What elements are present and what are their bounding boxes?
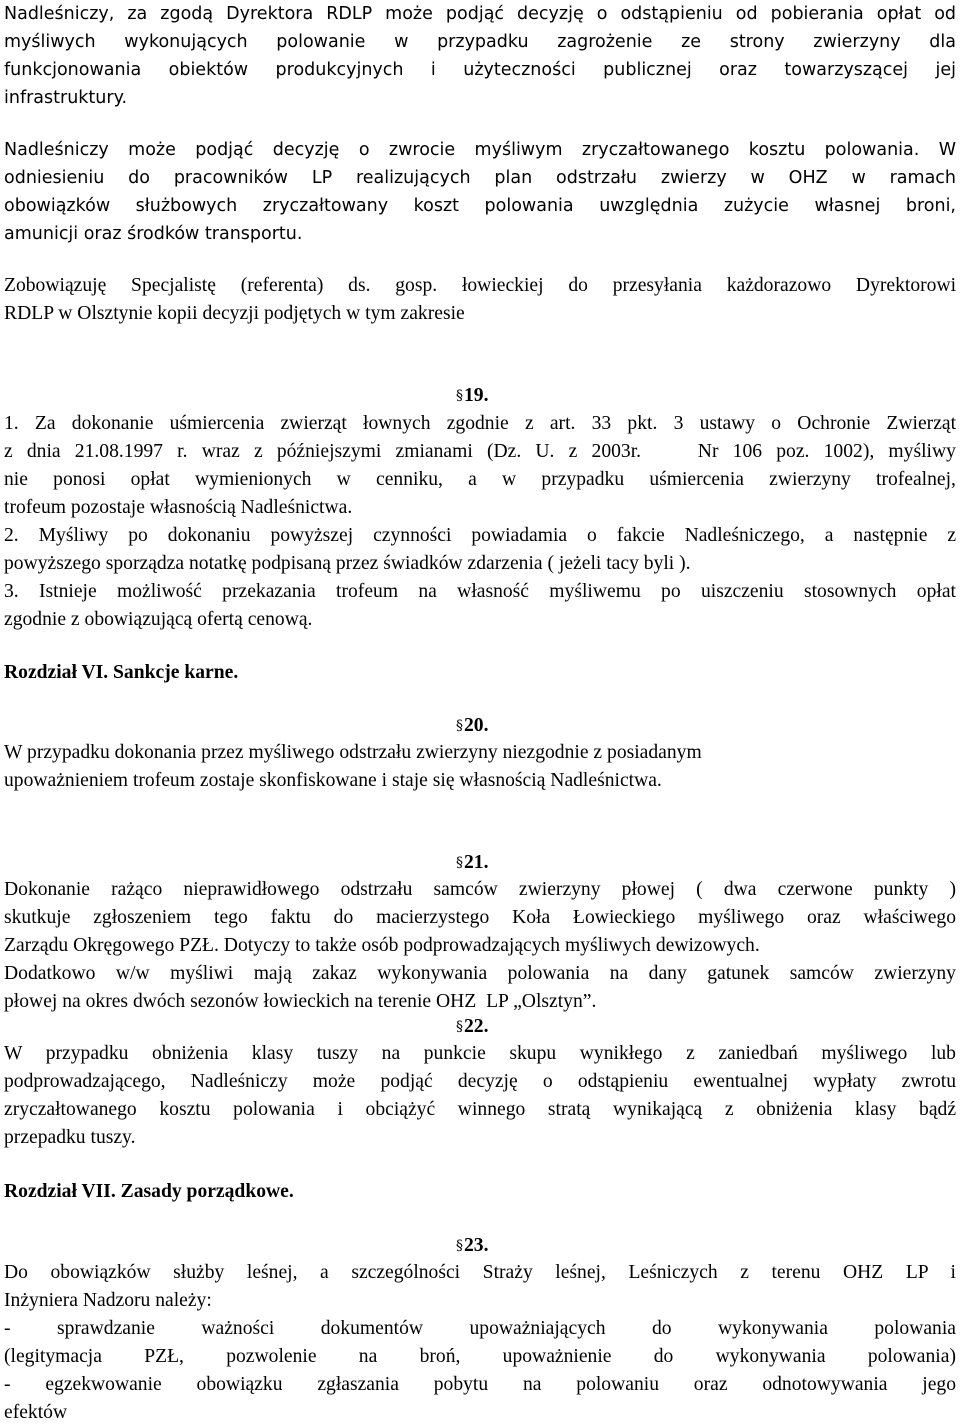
text-line: upoważnieniem trofeum zostaje skonfiskowane i staje się własnością Nadleśnictwa. xyxy=(4,770,662,791)
text-line: zgodnie z obowiązującą ofertą cenową. xyxy=(4,609,313,630)
section-23-body xyxy=(4,1259,956,1427)
text-line: RDLP w Olsztynie kopii decyzji podjętych w tym zakresie xyxy=(4,303,465,324)
text-line: Zobowiązuję Specjalistę (referenta) ds. gosp. łowieckiej do przesyłania każdorazowo Dyrektorowi xyxy=(4,275,957,296)
text-line: podprowadzającego, Nadleśniczy może podjąć decyzję o odstąpieniu ewentualnej wypłaty zwrotu xyxy=(4,1071,957,1092)
text-line: infrastruktury. xyxy=(4,88,128,108)
text-line: płowej na okres dwóch sezonów łowieckich na terenie OHZ LP „Olsztyn”. xyxy=(4,991,597,1012)
text-line: Dokonanie rażąco nieprawidłowego odstrzału samców zwierzyny płowej ( dwa czerwone punkty ) xyxy=(4,879,956,900)
text-line: myśliwych wykonujących polowanie w przypadku zagrożenie ze strony zwierzyny dla xyxy=(4,32,956,52)
text-line: funkcjonowania obiektów produkcyjnych i użyteczności publicznej oraz towarzyszącej jej xyxy=(4,60,956,80)
text-line: Zarządu Okręgowego PZŁ. Dotyczy to także osób podprowadzających myśliwych dewizowych. xyxy=(4,935,760,956)
text-line: W przypadku dokonania przez myśliwego odstrzału zwierzyny niezgodnie z posiadanym xyxy=(4,742,702,763)
text-line: Do obowiązków służby leśnej, a szczególności Straży leśnej, Leśniczych z terenu OHZ LP i xyxy=(4,1262,956,1283)
chapter-heading-vi: Rozdział VI. Sankcje karne. xyxy=(4,662,239,683)
text-line: skutkuje zgłoszeniem tego faktu do macierzystego Koła Łowieckiego myśliwego oraz właściwego xyxy=(4,907,957,928)
text-line: 1. Za dokonanie uśmiercenia zwierząt łownych zgodnie z art. 33 pkt. 3 ustawy o Ochronie Zwierząt xyxy=(4,413,957,434)
list-item: - sprawdzanie ważności dokumentów upoważniających do wykonywania polowania xyxy=(4,1318,956,1339)
paragraph-exemption xyxy=(4,0,956,112)
text-line: amunicji oraz środków transportu. xyxy=(4,224,303,244)
text-line: 3. Istnieje możliwość przekazania trofeum na własność myśliwemu po uiszczeniu stosownych opłat xyxy=(4,581,956,602)
text-line: przepadku tuszy. xyxy=(4,1127,136,1148)
section-number-22: §22. xyxy=(456,1016,489,1037)
section-number-19: §19. xyxy=(456,385,489,406)
text-line: efektów xyxy=(4,1402,68,1423)
paragraph-obligation xyxy=(4,272,956,328)
text-line: nie ponosi opłat wymienionych w cenniku, a w przypadku uśmiercenia zwierzyny trofealnej, xyxy=(4,469,956,490)
paragraph-refund xyxy=(4,136,956,248)
section-number-21: §21. xyxy=(456,852,489,873)
text-line: Nadleśniczy może podjąć decyzję o zwrocie myśliwym zryczałtowanego kosztu polowania. W xyxy=(4,140,957,160)
section-22-body xyxy=(4,1040,956,1152)
section-21-body xyxy=(4,876,956,1016)
list-item: - egzekwowanie obowiązku zgłaszania pobytu na polowaniu oraz odnotowywania jego xyxy=(4,1374,957,1395)
chapter-heading-vii: Rozdział VII. Zasady porządkowe. xyxy=(4,1181,294,1202)
text-line: Inżyniera Nadzoru należy: xyxy=(4,1290,212,1311)
text-line: powyższego sporządza notatkę podpisaną przez świadków zdarzenia ( jeżeli tacy byli ). xyxy=(4,553,691,574)
text-line: Dodatkowo w/w myśliwi mają zakaz wykonywania polowania na dany gatunek samców zwierzyny xyxy=(4,963,956,984)
text-line: odniesieniu do pracowników LP realizujących plan odstrzału zwierzy w OHZ w ramach xyxy=(4,168,957,188)
text-line: z dnia 21.08.1997 r. wraz z późniejszymi zmianami (Dz. U. z 2003r. Nr 106 poz. 1002), myśliwy xyxy=(4,441,956,462)
text-line: 2. Myśliwy po dokonaniu powyższej czynności powiadamia o fakcie Nadleśniczego, a następnie z xyxy=(4,525,957,546)
text-line: zryczałtowanego kosztu polowania i obciążyć winnego stratą wynikającą z obniżenia klasy bądź xyxy=(4,1099,957,1120)
list-item: (legitymacja PZŁ, pozwolenie na broń, upoważnienie do wykonywania polowania) xyxy=(4,1346,956,1367)
text-line: Nadleśniczy, za zgodą Dyrektora RDLP może podjąć decyzję o odstąpieniu od pobierania opłat od xyxy=(4,4,957,24)
section-19-body xyxy=(4,410,956,634)
text-line: obowiązków służbowych zryczałtowany koszt polowania uwzględnia zużycie własnej broni, xyxy=(4,196,956,216)
text-line: trofeum pozostaje własnością Nadleśnictwa. xyxy=(4,497,353,518)
text-line: W przypadku obniżenia klasy tuszy na punkcie skupu wynikłego z zaniedbań myśliwego lub xyxy=(4,1043,956,1064)
section-number-20: §20. xyxy=(456,715,489,736)
section-number-23: §23. xyxy=(456,1235,489,1256)
section-20-body xyxy=(4,739,956,795)
